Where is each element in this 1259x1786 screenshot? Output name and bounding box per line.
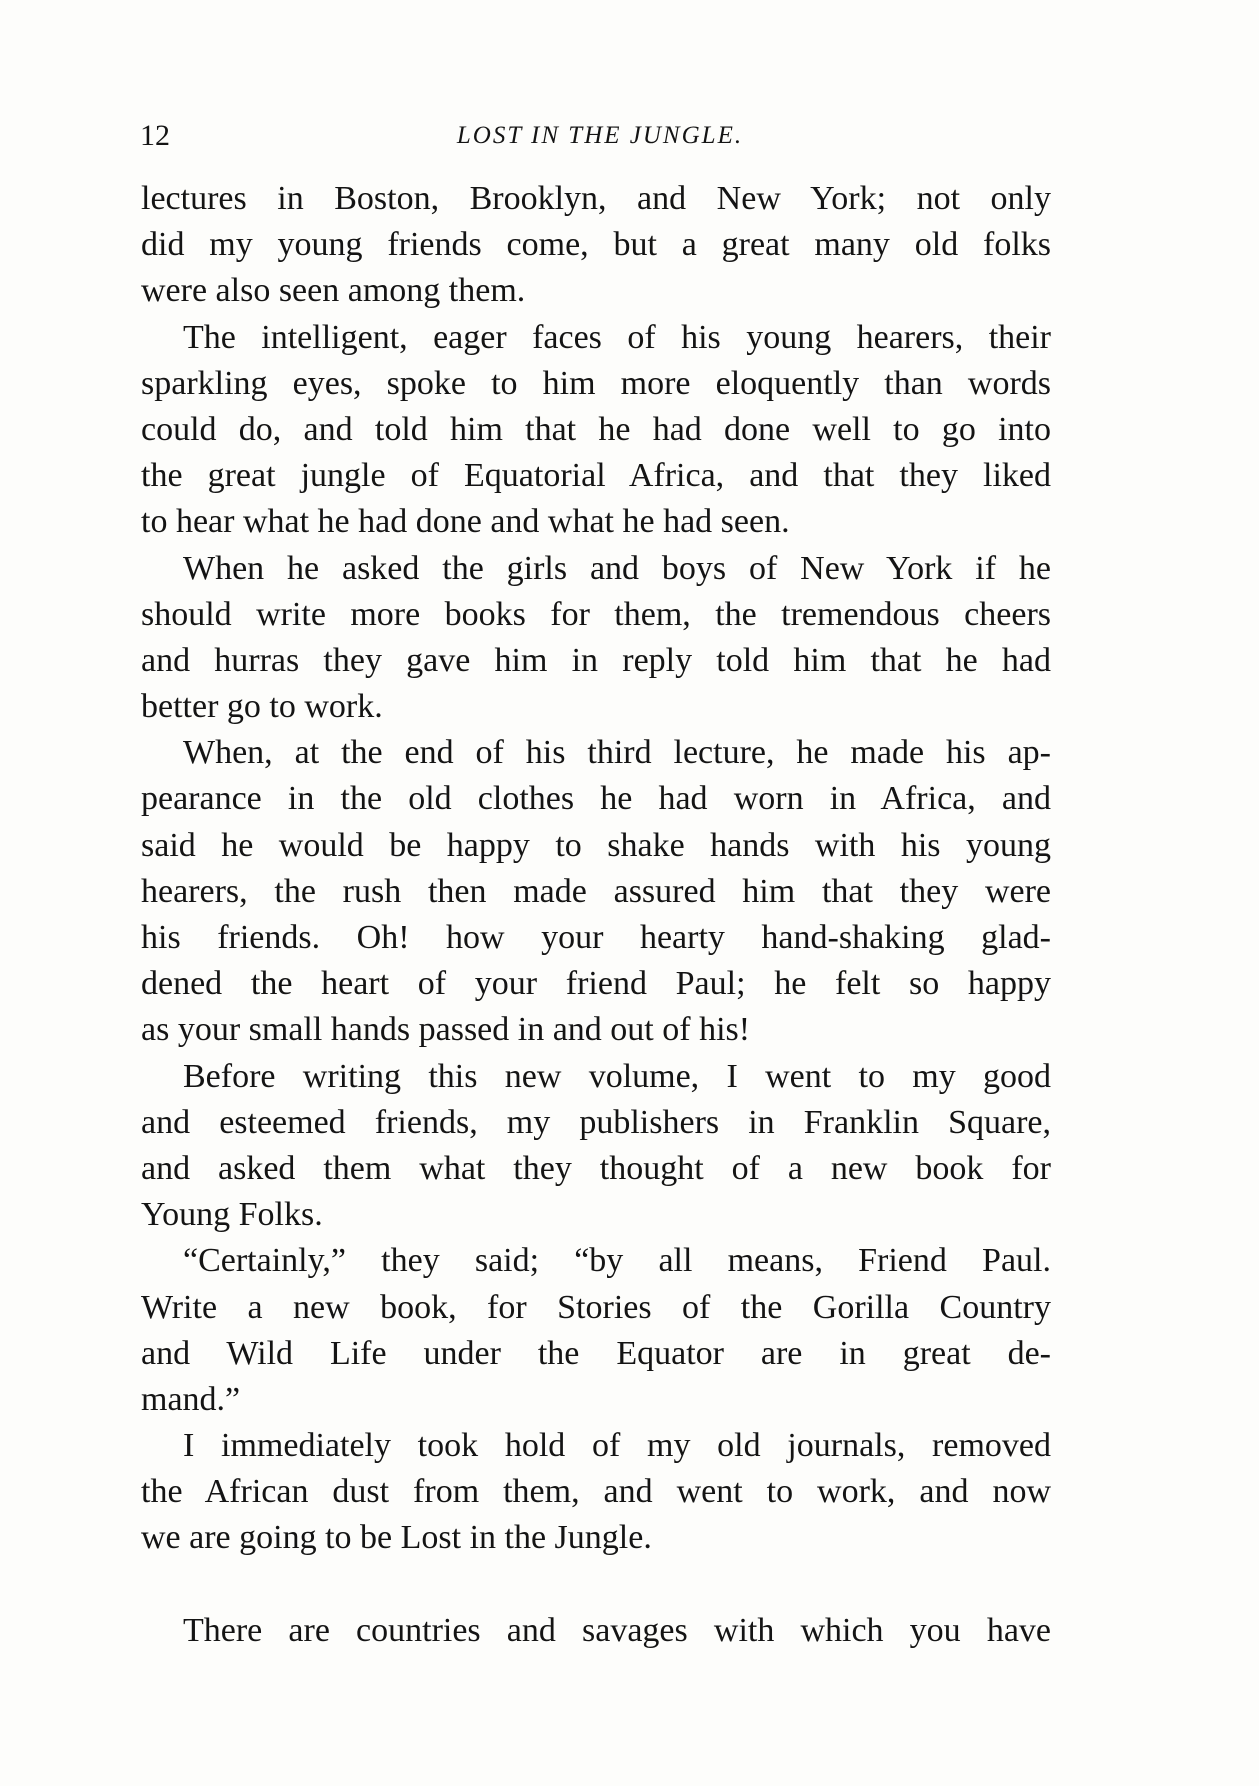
text-line: and hurras they gave him in reply told him that he had (141, 641, 1051, 679)
text-line: sparkling eyes, spoke to him more eloquently than words (141, 364, 1051, 402)
text-line: I immediately took hold of my old journals, removed (183, 1427, 1051, 1465)
text-line: hearers, the rush then made assured him that they were (141, 872, 1051, 910)
text-line: the great jungle of Equatorial Africa, and that they liked (141, 457, 1051, 495)
text-line: dened the heart of your friend Paul; he felt so happy (141, 965, 1051, 1003)
text-line: better go to work. (141, 688, 383, 726)
text-line: we are going to be Lost in the Jungle. (141, 1519, 652, 1557)
text-line: Before writing this new volume, I went to my good (183, 1057, 1051, 1095)
text-line: should write more books for them, the tremendous cheers (141, 595, 1051, 633)
body-text (141, 176, 1051, 1654)
text-line: and Wild Life under the Equator are in great de- (141, 1334, 1051, 1372)
text-line: The intelligent, eager faces of his young hearers, their (183, 318, 1051, 356)
text-line: did my young friends come, but a great many old folks (141, 226, 1051, 264)
paragraph-gap (141, 1562, 1051, 1608)
text-line: “Certainly,” they said; “by all means, Friend Paul. (183, 1242, 1051, 1280)
text-line: were also seen among them. (141, 272, 526, 310)
text-line: mand.” (141, 1380, 241, 1418)
text-line: could do, and told him that he had done well to go into (141, 410, 1051, 448)
text-line: his friends. Oh! how your hearty hand-shaking glad- (141, 919, 1051, 956)
text-line: the African dust from them, and went to work, and now (141, 1473, 1051, 1511)
text-line: When he asked the girls and boys of New York if he (183, 549, 1051, 587)
text-line: and asked them what they thought of a new book for (141, 1149, 1051, 1187)
running-title: LOST IN THE JUNGLE. (456, 122, 744, 149)
text-line: and esteemed friends, my publishers in Franklin Square, (141, 1103, 1051, 1141)
text-line: to hear what he had done and what he had seen. (141, 503, 790, 541)
text-line: as your small hands passed in and out of his! (141, 1011, 751, 1049)
page-number: 12 (140, 119, 170, 152)
text-line: said he would be happy to shake hands with his young (141, 826, 1051, 864)
text-line: When, at the end of his third lecture, he made his ap- (183, 734, 1051, 772)
text-line: lectures in Boston, Brooklyn, and New York; not only (141, 180, 1051, 217)
running-head (140, 116, 1060, 156)
text-line: pearance in the old clothes he had worn in Africa, and (141, 780, 1051, 818)
text-line: There are countries and savages with which you have (183, 1611, 1051, 1649)
text-line: Young Folks. (141, 1196, 323, 1234)
text-line: Write a new book, for Stories of the Gorilla Country (141, 1288, 1051, 1326)
